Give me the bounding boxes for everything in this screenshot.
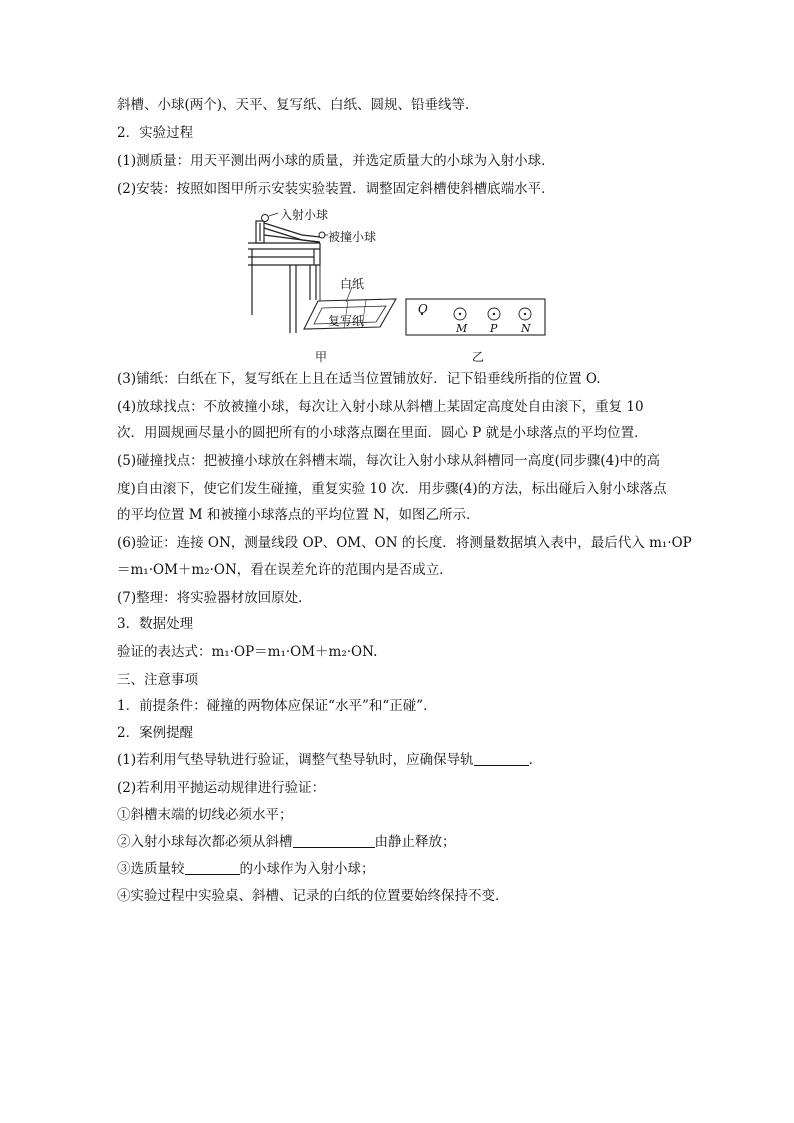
step-1-mass: (1)测质量：用天平测出两小球的质量，并选定质量大的小球为入射小球． bbox=[117, 153, 555, 169]
circle-item-3 bbox=[117, 860, 375, 878]
circle-item-1: ①斜槽末端的切线必须水平； bbox=[117, 807, 293, 823]
circle-item-3-end: 的小球作为入射小球； bbox=[239, 861, 375, 877]
circle-item-2-end: 由静止释放； bbox=[374, 834, 456, 850]
circle-item-4: ④实验过程中实验桌、斜槽、记录的白纸的位置要始终保持不变． bbox=[117, 888, 509, 904]
caption-jia: 甲 bbox=[315, 350, 328, 364]
fill-blank-3[interactable] bbox=[185, 860, 240, 875]
fill-blank-1[interactable] bbox=[474, 751, 529, 766]
note-2-item-2: (2)若利用平抛运动规律进行验证： bbox=[117, 780, 326, 796]
label-incident-ball: 入射小球 bbox=[280, 208, 329, 222]
caption-yi: 乙 bbox=[472, 350, 485, 364]
note-2-heading: 2．案例提醒 bbox=[117, 725, 194, 741]
section-heading-process: 2．实验过程 bbox=[117, 125, 194, 141]
note-2-item-1 bbox=[117, 751, 542, 769]
note-2-item-1-end: ． bbox=[528, 752, 543, 768]
step-3-paper: (3)铺纸：白纸在下，复写纸在上且在适当位置铺放好．记下铅垂线所指的位置 O. bbox=[117, 371, 601, 387]
fill-blank-2[interactable] bbox=[293, 833, 375, 848]
step-2-install: (2)安装：按照如图甲所示安装实验装置．调整固定斜槽使斜槽底端水平． bbox=[117, 181, 555, 197]
circle-item-3-text: ③选质量较 bbox=[117, 861, 185, 877]
label-point-N: N bbox=[521, 322, 531, 335]
section-heading-notes: 三、注意事项 bbox=[117, 672, 198, 688]
step-4-line-1: (4)放球找点：不放被撞小球，每次让入射小球从斜槽上某固定高度处自由滚下，重复 10 bbox=[117, 399, 644, 415]
note-2-item-1-text: (1)若利用气垫导轨进行验证，调整气垫导轨时，应确保导轨 bbox=[117, 752, 474, 768]
label-point-P: P bbox=[490, 322, 498, 335]
section-heading-data: 3．数据处理 bbox=[117, 616, 194, 632]
note-1-precondition: 1．前提条件：碰撞的两物体应保证“水平”和“正碰”． bbox=[117, 698, 437, 714]
text-line-materials: 斜槽、小球(两个)、天平、复写纸、白纸、圆规、铅垂线等． bbox=[117, 97, 479, 113]
step-4-line-2: 次．用圆规画尽量小的圆把所有的小球落点圈在里面．圆心 P 就是小球落点的平均位置． bbox=[117, 425, 648, 441]
step-5-line-1: (5)碰撞找点：把被撞小球放在斜槽末端，每次让入射小球从斜槽同一高度(同步骤(4)中的高 bbox=[117, 453, 661, 469]
circle-item-2 bbox=[117, 833, 456, 851]
label-point-O: O bbox=[418, 302, 428, 316]
label-carbon-paper: 复写纸 bbox=[328, 314, 365, 328]
label-point-M: M bbox=[456, 322, 468, 335]
formula-line: 验证的表达式：m₁·OP＝m₁·OM＋m₂·ON. bbox=[117, 644, 378, 660]
incident-ball bbox=[262, 215, 269, 222]
circle-item-2-text: ②入射小球每次都必须从斜槽 bbox=[117, 834, 293, 850]
step-5-line-2: 度)自由滚下，使它们发生碰撞，重复实验 10 次．用步骤(4)的方法，标出碰后入射小球落点 bbox=[117, 481, 667, 497]
label-white-paper: 白纸 bbox=[340, 277, 365, 291]
step-6-line-1: (6)验证：连接 ON，测量线段 OP、OM、ON 的长度．将测量数据填入表中，最后代入 m₁·OP bbox=[117, 535, 692, 551]
step-5-line-3: 的平均位置 M 和被撞小球落点的平均位置 N，如图乙所示． bbox=[117, 507, 480, 523]
step-6-line-2: ＝m₁·OM＋m₂·ON，看在误差允许的范围内是否成立． bbox=[117, 562, 453, 578]
step-7-cleanup: (7)整理：将实验器材放回原处． bbox=[117, 590, 312, 606]
label-target-ball: 被撞小球 bbox=[328, 230, 377, 244]
figure-jia-apparatus bbox=[240, 205, 410, 345]
chute bbox=[256, 221, 320, 243]
